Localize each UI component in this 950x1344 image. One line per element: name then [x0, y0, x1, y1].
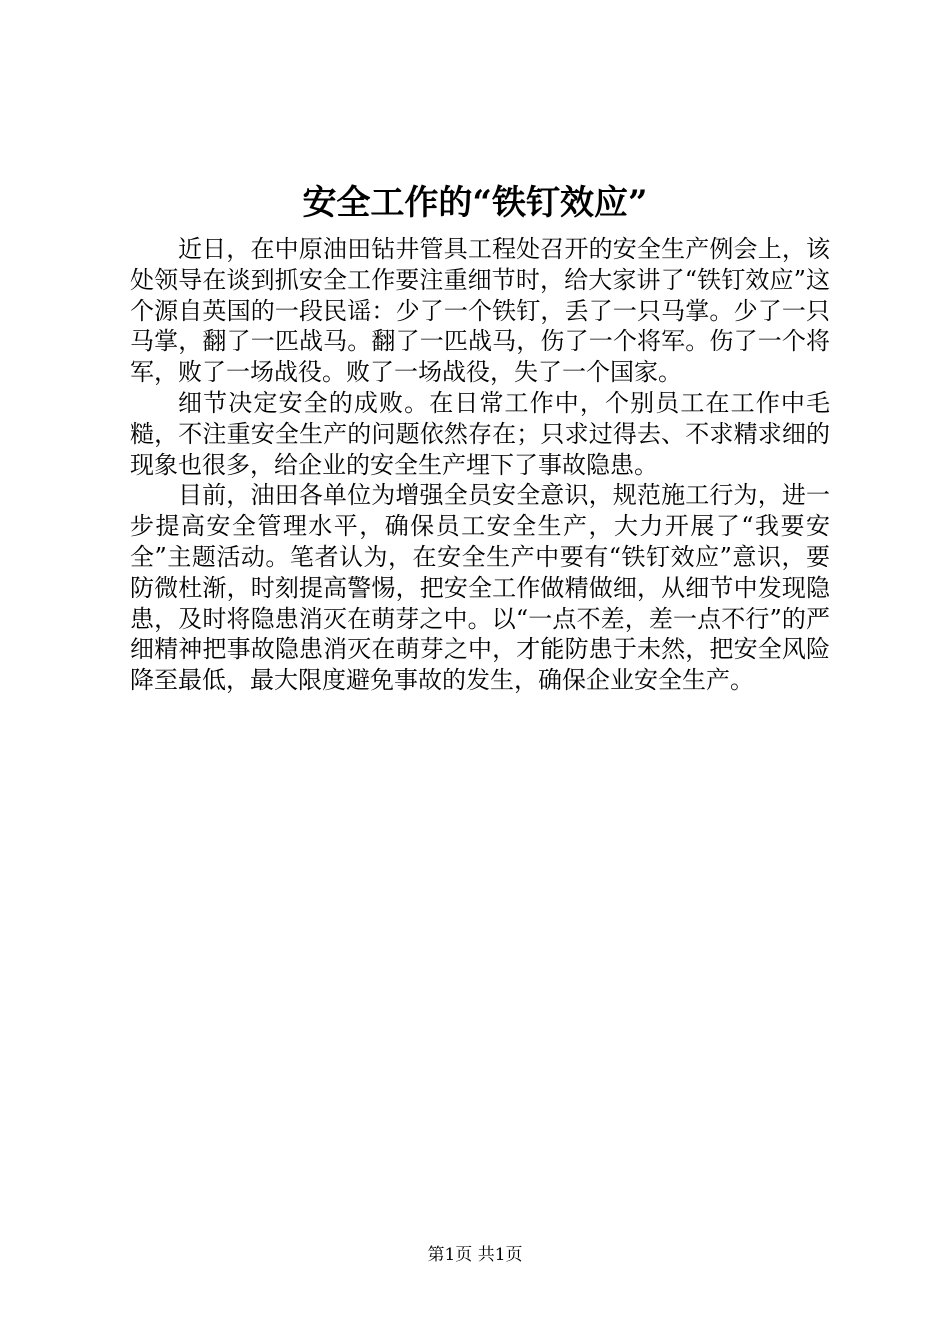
document-body: [130, 234, 830, 696]
paragraph-3: 目前，油田各单位为增强全员安全意识，规范施工行为，进一步提高安全管理水平，确保员工安全生产，大力开展了“我要安全”主题活动。笔者认为，在安全生产中要有“铁钉效应”意识，要防微杜渐，时刻提高警惕，把安全工作做精做细，从细节中发现隐患，及时将隐患消灭在萌芽之中。以“一点不差，差一点不行”的严细精神把事故隐患消灭在萌芽之中，才能防患于未然，把安全风险降至最低，最大限度避免事故的发生，确保企业安全生产。: [130, 481, 830, 695]
paragraph-2: 细节决定安全的成败。在日常工作中，个别员工在工作中毛糙，不注重安全生产的问题依然存在；只求过得去、不求精求细的现象也很多，给企业的安全生产埋下了事故隐患。: [130, 388, 830, 479]
document-title: 安全工作的“铁钉效应”: [302, 183, 648, 223]
page-footer: 第1页 共1页: [427, 1245, 523, 1265]
paragraph-1: 近日，在中原油田钻井管具工程处召开的安全生产例会上，该处领导在谈到抓安全工作要注重细节时，给大家讲了“铁钉效应”这个源自英国的一段民谣：少了一个铁钉，丢了一只马掌。少了一只马掌，翻了一匹战马。翻了一匹战马，伤了一个将军。伤了一个将军，败了一场战役。败了一场战役，失了一个国家。: [130, 235, 830, 387]
